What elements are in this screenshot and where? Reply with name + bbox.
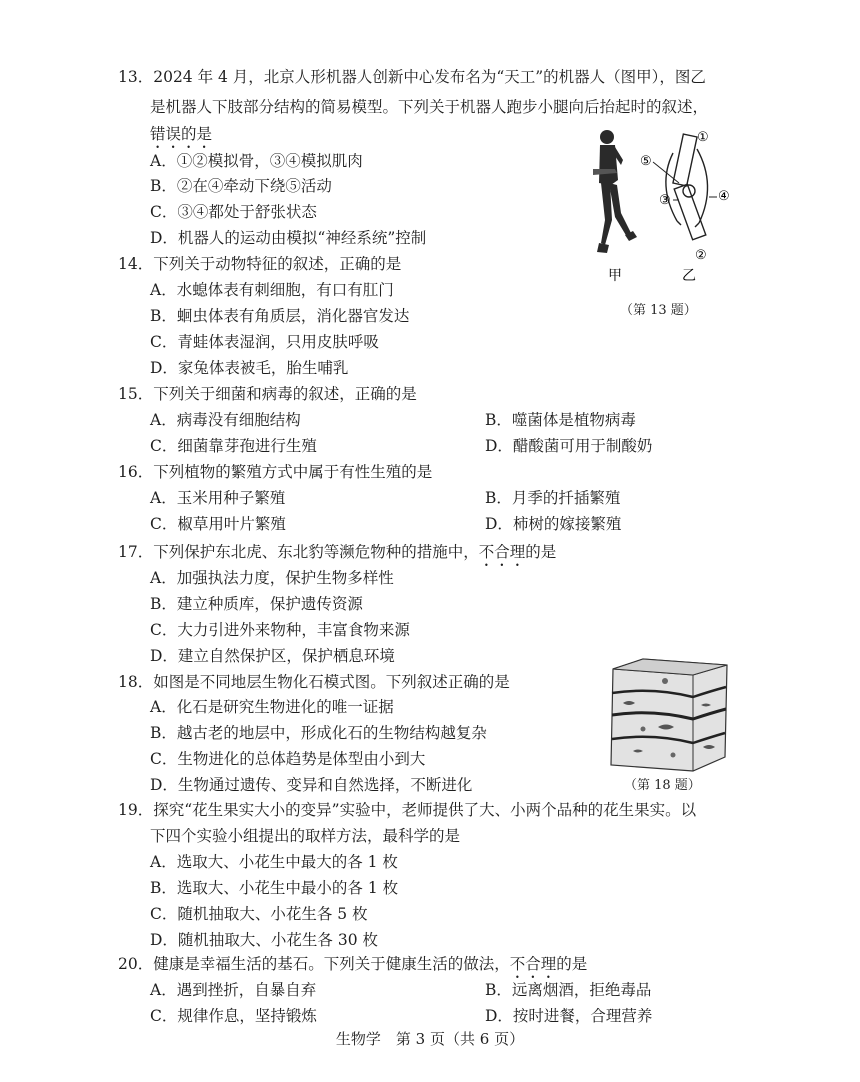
q19-option-c: C．随机抽取大、小花生各 5 枚 xyxy=(150,905,368,923)
fig-label-4: ④ xyxy=(718,189,730,204)
q13-option-a: A．①②模拟骨，③④模拟肌肉 xyxy=(150,152,363,170)
q14-option-d: D．家兔体表被毛，胎生哺乳 xyxy=(150,359,349,377)
q19-option-d: D．随机抽取大、小花生各 30 枚 xyxy=(150,931,379,949)
q18-stem: 18．如图是不同地层生物化石模式图。下列叙述正确的是 xyxy=(118,673,510,691)
robot-figure-jia xyxy=(593,130,637,253)
q13-figure xyxy=(585,125,755,295)
q14-stem: 14．下列关于动物特征的叙述，正确的是 xyxy=(118,255,402,273)
q20-stem xyxy=(118,953,587,982)
q17-option-b: B．建立种质库，保护遗传资源 xyxy=(150,595,363,613)
q17-option-a: A．加强执法力度，保护生物多样性 xyxy=(150,569,394,587)
q15-stem: 15．下列关于细菌和病毒的叙述，正确的是 xyxy=(118,385,417,403)
q14-option-c: C．青蛙体表湿润，只用皮肤呼吸 xyxy=(150,333,379,351)
q18-option-b: B．越古老的地层中，形成化石的生物结构越复杂 xyxy=(150,724,487,742)
fig-label-3: ③ xyxy=(659,193,671,208)
fig-label-1: ① xyxy=(697,130,709,145)
q20-stem-end: 的是 xyxy=(556,955,588,973)
q20-option-a: A．遇到挫折，自暴自弃 xyxy=(150,981,317,999)
q19-stem-line1: 19．探究“花生果实大小的变异”实验中，老师提供了大、小两个品种的花生果实。以 xyxy=(118,801,697,819)
q16-option-c: C．椒草用叶片繁殖 xyxy=(150,515,286,533)
q16-option-a: A．玉米用种子繁殖 xyxy=(150,489,286,507)
fig-label-jia: 甲 xyxy=(608,268,622,284)
q14-option-b: B．蛔虫体表有角质层，消化器官发达 xyxy=(150,307,410,325)
q16-option-d: D．柿树的嫁接繁殖 xyxy=(485,515,622,533)
q18-fossil-strata-figure xyxy=(603,657,731,775)
q18-figure-caption: （第 18 题） xyxy=(624,778,701,793)
q17-stem-end: 的是 xyxy=(525,543,557,561)
q13-stem-line1: 13．2024 年 4 月，北京人形机器人创新中心发布名为“天工”的机器人（图甲），图乙 xyxy=(118,68,706,86)
q13-figure-caption: （第 13 题） xyxy=(620,303,697,318)
q17-option-d: D．建立自然保护区，保护栖息环境 xyxy=(150,647,395,665)
q13-option-b: B．②在④牵动下绕⑤活动 xyxy=(150,177,332,195)
page-footer: 生物学 第 3 页（共 6 页） xyxy=(335,1030,525,1048)
q20-option-b: B．远离烟酒，拒绝毒品 xyxy=(485,981,652,999)
fig-label-5: ⑤ xyxy=(640,154,652,169)
q20-stem-emphasis: 不合理 xyxy=(509,955,557,973)
q13-option-d: D．机器人的运动由模拟“神经系统”控制 xyxy=(150,229,427,247)
q19-option-b: B．选取大、小花生中最小的各 1 枚 xyxy=(150,879,399,897)
q13-option-c: C．③④都处于舒张状态 xyxy=(150,203,317,221)
q17-option-c: C．大力引进外来物种，丰富食物来源 xyxy=(150,621,410,639)
q17-stem-text: 17．下列保护东北虎、东北豹等濒危物种的措施中， xyxy=(118,543,479,561)
q20-option-d: D．按时进餐，合理营养 xyxy=(485,1007,653,1025)
q17-stem-emphasis: 不合理 xyxy=(478,543,526,561)
q18-option-d: D．生物通过遗传、变异和自然选择，不断进化 xyxy=(150,776,473,794)
leg-model-yi xyxy=(666,134,708,240)
q13-stem-line3: 错误的是 xyxy=(150,125,213,143)
q16-option-b: B．月季的扦插繁殖 xyxy=(485,489,621,507)
fig-label-yi: 乙 xyxy=(682,268,696,284)
q15-option-a: A．病毒没有细胞结构 xyxy=(150,411,301,429)
q15-option-d: D．醋酸菌可用于制酸奶 xyxy=(485,437,653,455)
q18-option-c: C．生物进化的总体趋势是体型由小到大 xyxy=(150,750,426,768)
q16-stem: 16．下列植物的繁殖方式中属于有性生殖的是 xyxy=(118,463,433,481)
q15-option-b: B．噬菌体是植物病毒 xyxy=(485,411,636,429)
q13-stem-line2: 是机器人下肢部分结构的简易模型。下列关于机器人跑步小腿向后抬起时的叙述， xyxy=(150,98,709,116)
q19-stem-line2: 下四个实验小组提出的取样方法，最科学的是 xyxy=(150,827,461,845)
q18-option-a: A．化石是研究生物进化的唯一证据 xyxy=(150,698,394,716)
q14-option-a: A．水螅体表有刺细胞，有口有肛门 xyxy=(150,281,394,299)
q17-stem xyxy=(118,541,556,570)
q19-option-a: A．选取大、小花生中最大的各 1 枚 xyxy=(150,853,398,871)
q20-option-c: C．规律作息，坚持锻炼 xyxy=(150,1007,317,1025)
fig-label-2: ② xyxy=(695,248,707,263)
q20-stem-text: 20．健康是幸福生活的基石。下列关于健康生活的做法， xyxy=(118,955,510,973)
q15-option-c: C．细菌靠芽孢进行生殖 xyxy=(150,437,317,455)
